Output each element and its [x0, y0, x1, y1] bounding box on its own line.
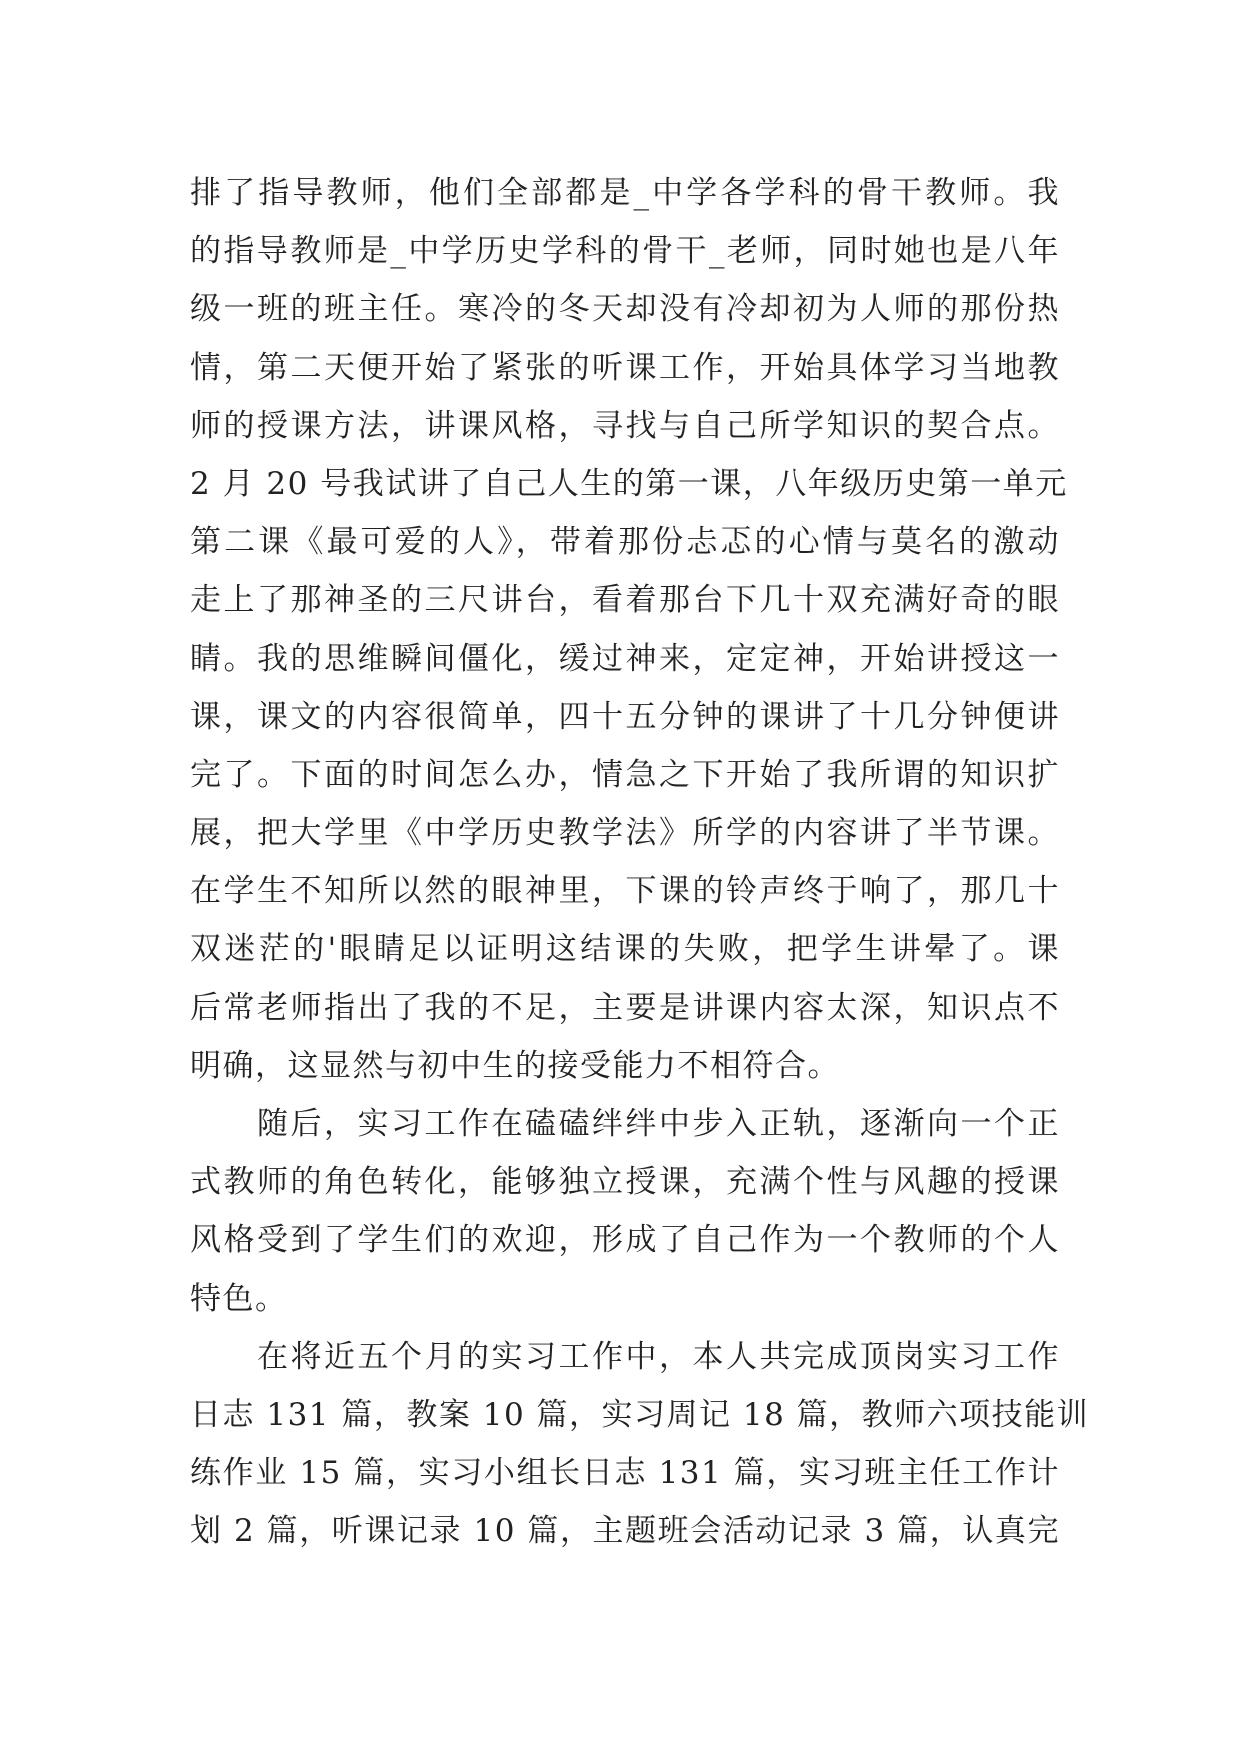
text-line: 睛。我的思维瞬间僵化，缓过神来，定定神，开始讲授这一: [190, 640, 1060, 677]
body-text: [190, 164, 1090, 1561]
text-line: 的指导教师是_中学历史学科的骨干_老师，同时她也是八年: [190, 233, 1060, 270]
text-line: 练作业 15 篇，实习小组长日志 131 篇，实习班主任工作计: [190, 1455, 1060, 1492]
text-line: 随后，实习工作在磕磕绊绊中步入正轨，逐渐向一个正: [190, 1106, 1060, 1142]
text-line: 2 月 20 号我试讲了自己人生的第一课，八年级历史第一单元: [190, 465, 1068, 502]
text-line: 式教师的角色转化，能够独立授课，充满个性与风趣的授课: [190, 1164, 1060, 1201]
text-line: 日志 131 篇，教案 10 篇，实习周记 18 篇，教师六项技能训: [190, 1396, 1090, 1433]
text-line: 课，课文的内容很简单，四十五分钟的课讲了十几分钟便讲: [190, 698, 1060, 735]
text-line: 完了。下面的时间怎么办，情急之下开始了我所谓的知识扩: [190, 756, 1060, 793]
text-line: 特色。: [190, 1280, 288, 1317]
text-line: 风格受到了学生们的欢迎，形成了自己作为一个教师的个人: [190, 1222, 1060, 1259]
text-line: 后常老师指出了我的不足，主要是讲课内容太深，知识点不: [190, 989, 1060, 1026]
text-line: 划 2 篇，听课记录 10 篇，主题班会活动记录 3 篇，认真完: [190, 1513, 1060, 1550]
text-line: 在将近五个月的实习工作中，本人共完成顶岗实习工作: [190, 1338, 1060, 1375]
text-line: 情，第二天便开始了紧张的听课工作，开始具体学习当地教: [190, 349, 1060, 386]
text-line: 第二课《最可爱的人》，带着那份忐忑的心情与莫名的激动: [190, 524, 1060, 561]
text-line: 在学生不知所以然的眼神里，下课的铃声终于响了，那几十: [190, 873, 1060, 910]
text-line: 师的授课方法，讲课风格，寻找与自己所学知识的契合点。: [190, 407, 1060, 444]
text-line: 展，把大学里《中学历史教学法》所学的内容讲了半节课。: [190, 815, 1060, 852]
text-line: 走上了那神圣的三尺讲台，看着那台下几十双充满好奇的眼: [190, 582, 1060, 619]
text-line: 明确，这显然与初中生的接受能力不相符合。: [190, 1047, 840, 1084]
text-line: 级一班的班主任。寒冷的冬天却没有冷却初为人师的那份热: [190, 291, 1060, 328]
text-line: 排了指导教师，他们全部都是_中学各学科的骨干教师。我: [190, 175, 1060, 211]
text-line: 双迷茫的'眼睛足以证明这结课的失败，把学生讲晕了。课: [190, 931, 1060, 968]
